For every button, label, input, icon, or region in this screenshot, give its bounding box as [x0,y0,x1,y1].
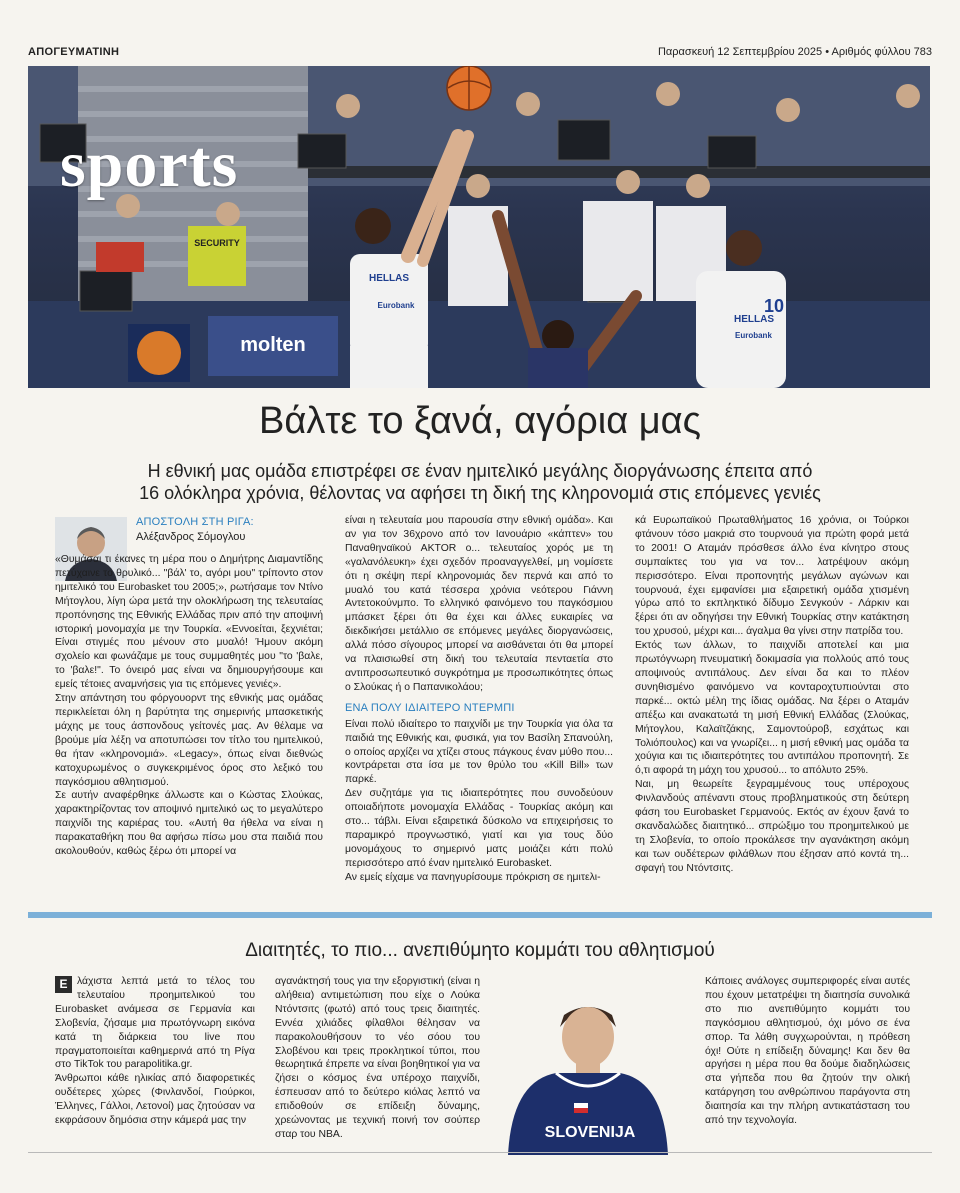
paragraph: Σε αυτήν αναφέρθηκε άλλωστε και ο Κώστας Σλούκας, χαρακτηρίζοντας τον αποψινό ημιτελικό ως το μεγαλύτερο παιχνίδι της καριέρας του. «Αυτή θα ήθελα να είναι η παρακαταθήκη που θα αφήσω πίσω μου στα παιδιά που ακολουθούν, καθώς ξέρω ότι μπορεί να [55,790,323,858]
shooter-jersey-country: HELLAS [369,273,409,284]
paragraph: «Θυμάσαι τι έκανες τη μέρα που ο Δημήτρης Διαμαντίδης πετύχαινε το θρυλικό... "βάλ' το, αγόρι μου" τρίποντο στον ημιτελικό του Eurobasket του 2005;», ρωτήσαμε τον Ντίνο Μήτογλου, λίγη ώρα μετά την ολοκλήρωση της τελευταίας προπόνησης της Εθνικής Ελλάδας πριν από την αποψινή ιστορική μονομαχία με την Τουρκία. «Εννοείται, ξεχνιέται; Είναι στιγμές που μένουν στο μυαλό! Ήμουν ακόμη σχολείο και φωνάζαμε με τους συμμαθητές μου "το 'βαλε, το 'βαλε!". Το όνειρό μας είναι να δημιουργήσουμε και εμείς τέτοιες αναμνήσεις για τις επόμενες γενιές». [55,554,323,691]
player10-jersey-country: HELLAS [734,314,774,325]
sidebar-column-2 [275,975,480,1142]
lead-photo-drawing [28,66,930,388]
footer-rule [28,1152,932,1153]
article-subhead: ΕΝΑ ΠΟΛΥ ΙΔΙΑΙΤΕΡΟ ΝΤΕΡΜΠΙ [345,701,515,714]
lead-photo [28,66,930,388]
paragraph: Δεν συζητάμε για τις ιδιαιτερότητες που συνοδεύουν οποιαδήποτε μονομαχία Ελλάδας - Τουρκίας ακόμη και στο... τάβλι. Είναι εξαιρετικά δύσκολο να επιχειρήσεις το παραμικρό προγνωστικό, γιατί και για τους δύο μονομάχους το σημερινό ματς μοιάζει κάτι πολύ περισσότερο από έναν ημιτελικό Eurobasket. [345,788,613,869]
masthead [28,46,932,62]
publication-name: ΑΠΟΓΕΥΜΑΤΙΝΗ [28,46,120,58]
paragraph: Εκτός των άλλων, το παιχνίδι αποτελεί και μια πρωτόγνωρη πνευματική δοκιμασία για πολλούς από τους αποψινούς αντιπάλους. Δεν είναι δα και το πλέον συνηθισμένο φαινόμενο να κονταροχτυπιούνται στο παρκέ... οκτώ μέλη της ίδιας ομάδας. Να ξέρει ο Αταμάν απέξω και ανακατωτά τη μισή Εθνική Ελλάδας (Σλούκας, Μήτογλου, Καλαϊτζάκης, Σαμοντούροβ, εσχάτως και Τολιόπουλος) και να γνωρίζει... η μισή εθνική μας ομάδα τα χούγια και τις ιδιαιτερότητες του αντιπάλου προπονητή. Σε ό,τι αφορά τη μάχη του χρυσού... το απόλυτο 25%. [635,640,909,777]
doncic-portrait [488,975,688,1155]
player10-jersey-sponsor: Eurobank [735,331,772,340]
drop-cap: Ε [55,976,72,993]
shooter-jersey-sponsor: Eurobank [377,301,415,310]
paragraph: κά Ευρωπαϊκού Πρωταθλήματος 16 χρόνια, οι Τούρκοι φτάνουν τόσο μακριά στο τουρνουά για πρώτη φορά μετά το 2001! Ο Αταμάν πρόσθεσε άλλο ένα κίνητρο στους συμπαίκτες του για να τον... λατρέψουν ακόμη περισσότερο. Είναι προπονητής μεγάλων αγώνων και τουρνουά, έχει εμφανίσει μια εξαιρετική ομάδα χτισμένη γύρω από το εκπληκτικό δίδυμο Σενγκούν - Λάρκιν και ξέρει ότι αν οδηγήσει την Εθνική Τουρκίας στην κατάκτηση του χρυσού, μέχρι και... άγαλμα θα γίνει στην πατρίδα του. [635,515,909,638]
deck-line-2: 16 ολόκληρα χρόνια, θέλοντας να αφήσει τη δική της κληρονομιά στις επόμενες γενιές [139,483,821,503]
article-column-3 [635,514,909,876]
article-headline: Βάλτε το ξανά, αγόρια μας [259,400,701,442]
paragraph: Άνθρωποι κάθε ηλικίας από διαφορετικές ουδέτερες χώρες (Φινλανδοί, Γιούρκοι, Έλληνες, Γάλλοι, Λετονοί) μας ζητούσαν να εκφράσουν δημόσια στην κάμερά μας την [55,1073,255,1127]
paragraph: λάχιστα λεπτά μετά το τέλος του τελευταίου προημιτελικού του Eurobasket ανάμεσα σε Γερμανία και Σλοβενία, ζήσαμε μια πρωτόγνωρη εικόνα κατά τη διάρκεια του live που πραγματοποιείται καθημερινά από τη Ρίγα στο TikTok του parapolitika.gr. [55,976,255,1071]
issue-date: Παρασκευή 12 Σεπτεμβρίου 2025 • Αριθμός φύλλου 783 [657,46,932,58]
paragraph: Ναι, μη θεωρείτε ξεγραμμένους τους υπέροχους Φινλανδούς απέναντι στους προβληματικούς στη δεύτερη φάση του Eurobasket Γερμανούς. Εκτός αν έχουν ξανά το σκανδαλώδες διαιτητικό... σπρώξιμο του προημιτελικού με τη Σλοβενία, το οποίο προκάλεσε την αγανάκτηση ακόμη και των ουδέτερων φιλάθλων που έξησαν από κοντά τη... σφαγή του Ντόντσιτς. [635,779,909,874]
paragraph: Είναι πολύ ιδιαίτερο το παιχνίδι με την Τουρκία για όλα τα παιδιά της Εθνικής και, φυσικά, για τον Βασίλη Σπανούλη, ο οποίος αρχίζει να χτίζει στους πάγκους έναν μύθο που... κοντράρεται στα ίσα με τον θρύλο του «Kill Bill» των παρκέ. [345,718,613,786]
doncic-photo [488,975,688,1155]
article-column-2 [345,514,613,885]
section-label: sports [60,128,239,201]
article-column-1 [55,553,323,859]
security-vest-label: SECURITY [194,238,240,248]
sponsor-banner: molten [240,334,306,356]
sidebar-column-1 [55,975,255,1128]
article-deck [90,460,870,504]
byline-author: Αλέξανδρος Σόμογλου [136,531,246,543]
jersey-label: SLOVENIJA [544,1124,636,1141]
paragraph: Στην απάντηση του φόργουορντ της εθνικής μας ομάδας περικλείεται όλη η βαρύτητα της σημερινής μπασκετικής μάχης με τους άσπονδους γείτονές μας. Αν θέλαμε να βρούμε μία λέξη να αποτυπώσει τον τίτλο του ημιτελικού, θα ήταν «κληρονομιά». «Legacy», όπως είναι διεθνώς κατοχυρωμένος ο συγκεκριμένος όρος στο λεξικό του παγκόσμιου αθλητισμού. [55,693,323,788]
deck-line-1: Η εθνική μας ομάδα επιστρέφει σε έναν ημιτελικό μεγάλης διοργάνωσης έπειτα από [147,461,813,481]
section-divider [28,912,932,918]
player10-jersey-number: 10 [764,296,785,316]
paragraph: είναι η τελευταία μου παρουσία στην εθνική ομάδα». Και αν για τον 36χρονο από τον Ιανουάριο «κάπτεν» του Παναθηναϊκού AKTOR ο... τελευταίος χορός με τη «γαλανόλευκη» έχει σχεδόν προαναγγελθεί, μη νομίσετε ότι η σκέψη περί κληρονομιάς δεν περνά και από το μυαλό του κατά τέσσερα χρόνια νεότερου Γιάννη Αντετοκούνμπο. Το ελληνικό φαινόμενο του παγκόσμιου μπάσκετ ξέρει ότι θα έχει και άλλες ευκαιρίες να διεκδικήσει μετάλλιο σε επόμενες μεγάλες διοργανώσεις, αλλά πόσο σίγουρος μπορεί να αισθάνεται ότι θα μπορεί να πλαισιωθεί στη δική του τελευταία πενταετία στο αντιπροσωπευτικό συγκρότημα με προσωπικότητες όπως ο Σλούκας ή ο Παπανικολάου; [345,515,613,693]
paragraph: αγανάκτησή τους για την εξοργιστική (είναι η αλήθεια) αντιμετώπιση που είχε ο Λούκα Ντόντσιτς (φωτό) από τους τρεις διαιτητές. Εννέα χιλιάδες φίλαθλοι θέλησαν να παρακολουθήσουν το νέο σόου του Σλοβένου και τρεις προκλητικοί τύποι, που θεωρητικά έπρεπε να είναι βοηθητικοί για να ζήσει ο κόσμος ένα υπέροχο παιχνίδι, έσπευσαν από το δεύτερο κιόλας λεπτό να επιδοθούν σε επίδειξη δύναμης, χρεώνοντας με τεχνική ποινή τον σούπερ σταρ του NBA. [275,976,480,1140]
sidebar-column-3 [705,975,910,1128]
paragraph: Αν εμείς είχαμε να πανηγυρίσουμε πρόκριση σε ημιτελι- [345,871,601,883]
sidebar-title: Διαιτητές, το πιο... ανεπιθύμητο κομμάτι του αθλητισμού [245,940,715,961]
paragraph: Κάποιες ανάλογες συμπεριφορές είναι αυτές που έχουν μετατρέψει τη διαιτησία συνολικά στο πιο ανεπιθύμητο κομμάτι του παγκόσμιου αθλητισμού, όχι μόνο σε ένα σπορ. Τα λάθη συγχωρούνται, η πρόθεση όχι! Ούτε η επίδειξη δύναμης! Και δεν θα αργήσει η μέρα που θα δούμε διαδηλώσεις στα γήπεδα που θα ζητούν την ολική κατάργηση του ανθρώπινου παράγοντα στη διαιτησία και την πλήρη αντικατάσταση του από την τεχνολογία. [705,976,910,1127]
byline-kicker: ΑΠΟΣΤΟΛΗ ΣΤΗ ΡΙΓΑ: [136,516,254,528]
